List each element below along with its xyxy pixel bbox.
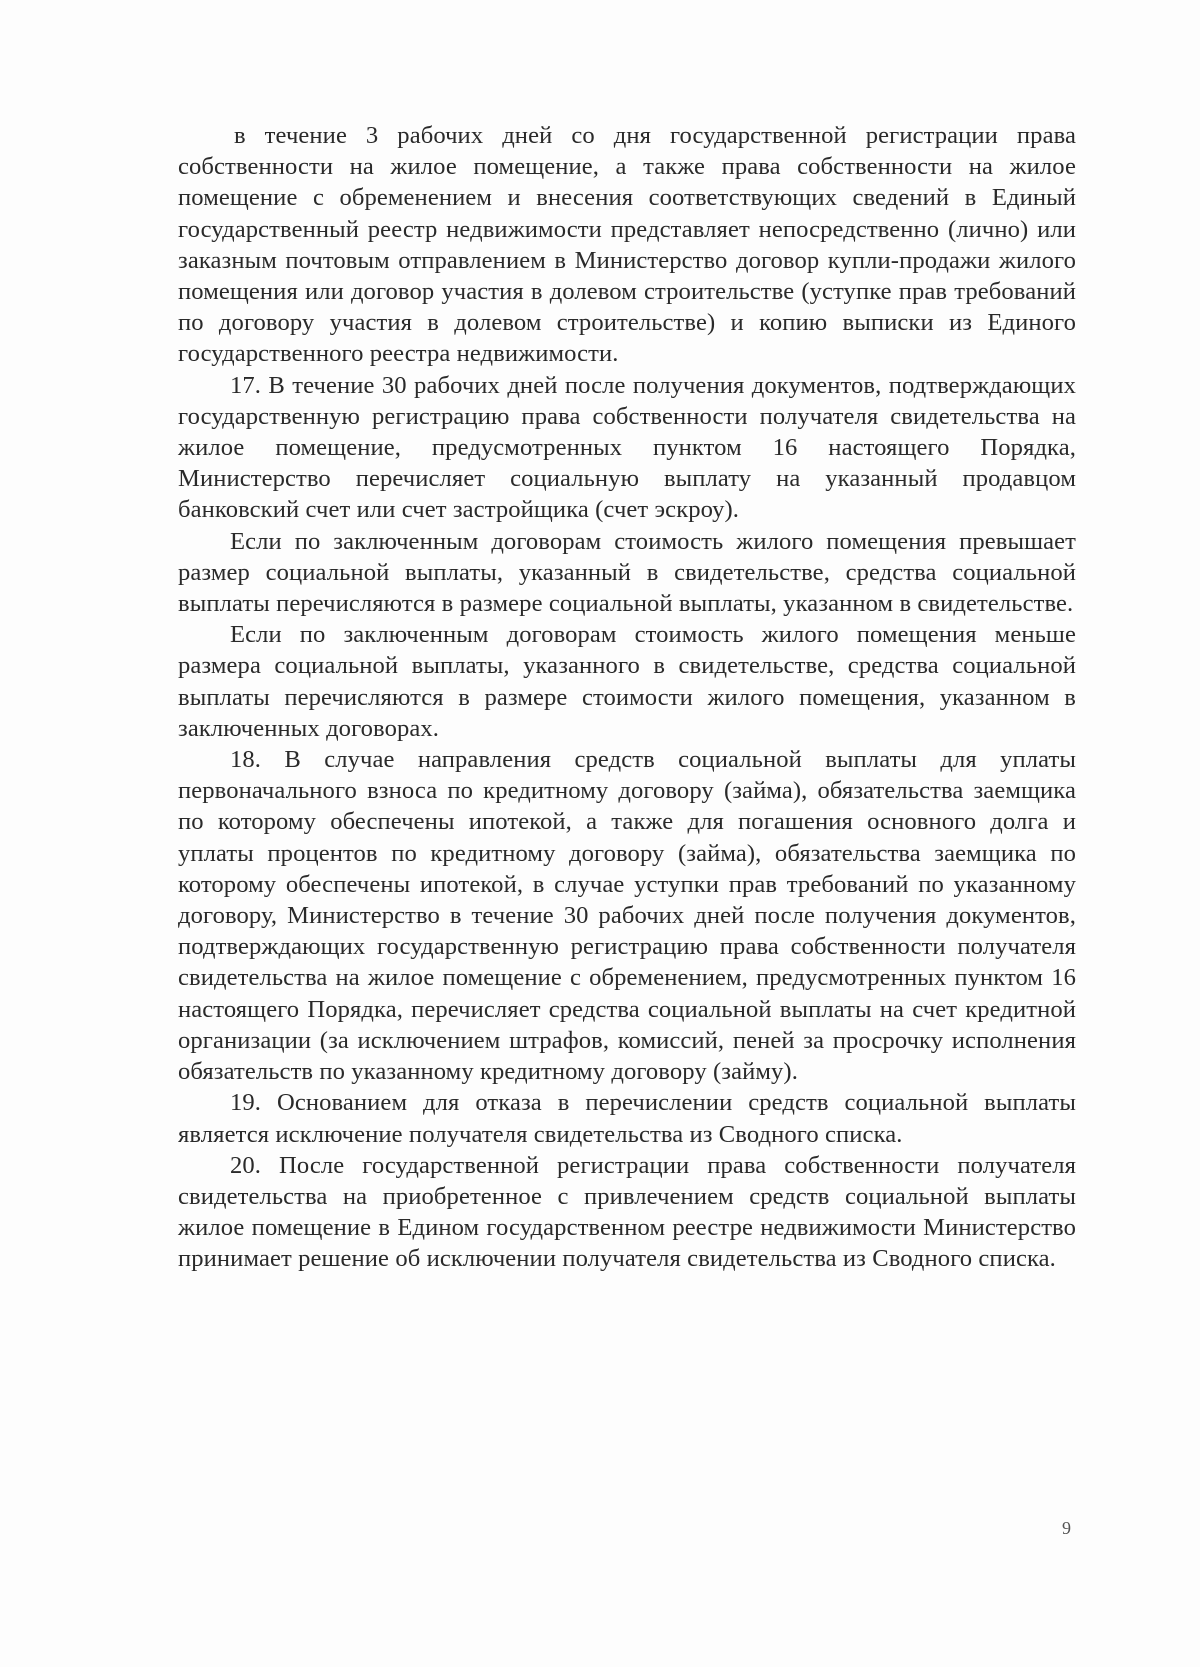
paragraph-20: 20. После государственной регистрации права собственности получателя свидетельства на приобретенное с привлечением средств социальной выплаты жилое помещение в Едином государственном реестре недвижимости Министерство принимает решение об исключении получателя свидетельства из Сводного списка. (178, 1151, 1076, 1273)
document-body (178, 120, 1076, 1275)
paragraph-17-price-less: Если по заключенным договорам стоимость жилого помещения меньше размера социальной выплаты, указанного в свидетельстве, средства социальной выплаты перечисляются в размере стоимости жилого помещения, указанном в заключенных договорах. (178, 621, 1076, 742)
paragraph-intro: в течение 3 рабочих дней со дня государственной регистрации права собственности на жилое помещение, а также права собственности на жилое помещение с обременением и внесения соответствующих сведений в Единый государственный реестр недвижимости представляет непосредственно (лично) или заказным почтовым отправлением в Министерство договор купли-продажи жилого помещения или договор участия в долевом строительстве (уступке прав требований по договору участия в долевом строительстве) и копию выписки из Единого государственного реестра недвижимости. (178, 122, 1076, 368)
page-number: 9 (1062, 1518, 1071, 1538)
paragraph-17-price-exceeds: Если по заключенным договорам стоимость жилого помещения превышает размер социальной выплаты, указанный в свидетельстве, средства социальной выплаты перечисляются в размере социальной выплаты, указанном в свидетельстве. (178, 527, 1076, 618)
paragraph-19: 19. Основанием для отказа в перечислении средств социальной выплаты является исключение получателя свидетельства из Сводного списка. (178, 1089, 1076, 1148)
paragraph-17: 17. В течение 30 рабочих дней после получения документов, подтверждающих государственную регистрацию права собственности получателя свидетельства на жилое помещение, предусмотренных пунктом 16 настоящего Порядка, Министерство перечисляет социальную выплату на указанный продавцом банковский счет или счет застройщика (счет эскроу). (178, 371, 1076, 524)
paragraph-18: 18. В случае направления средств социальной выплаты для уплаты первоначального взноса по кредитному договору (займа), обязательства заемщика по которому обеспечены ипотекой, а также для погашения основного долга и уплаты процентов по кредитному договору (займа), обязательства заемщика по которому обеспечены ипотекой, в случае уступки прав требований по указанному договору, Министерство в течение 30 рабочих дней после получения документов, подтверждающих государственную регистрацию права собственности получателя свидетельства на жилое помещение с обременением, предусмотренных пунктом 16 настоящего Порядка, перечисляет средства социальной выплаты на счет кредитной организации (за исключением штрафов, комиссий, пеней за просрочку исполнения обязательств по указанному кредитному договору (займу). (178, 746, 1076, 1086)
